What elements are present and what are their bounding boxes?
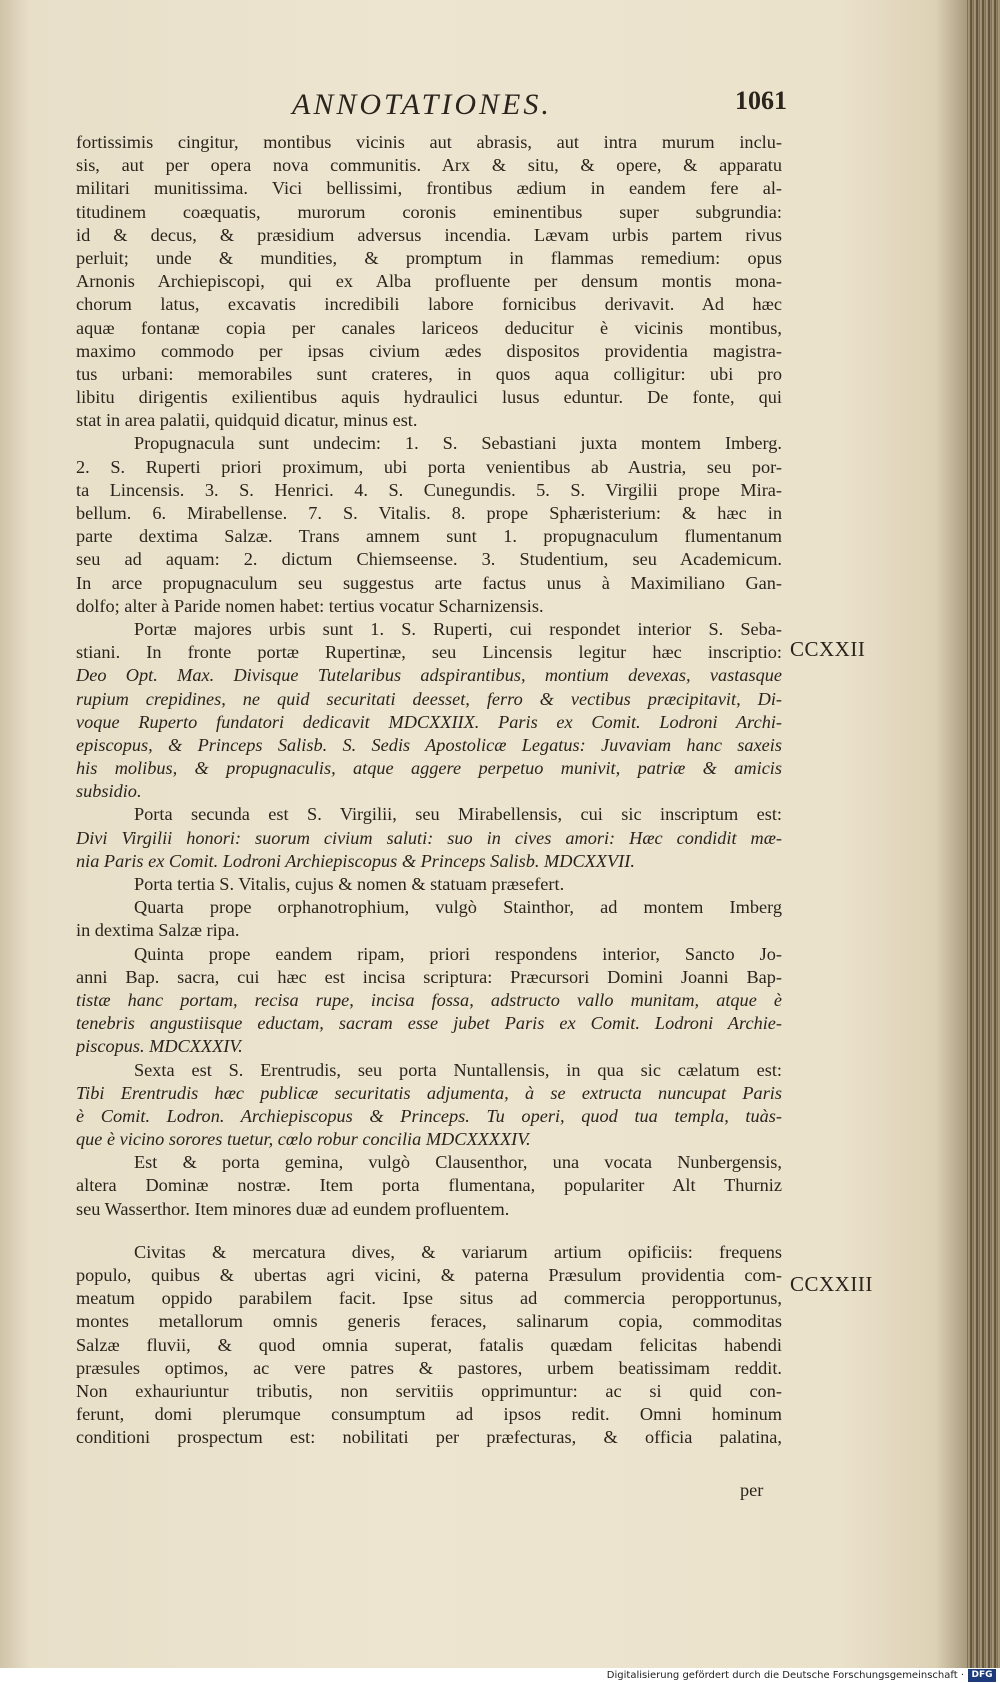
inscription-line: tistæ hanc portam, recisa rupe, incisa fossa, adstructo vallo munitam, atque è — [76, 989, 782, 1010]
text-line: ta Lincensis. 3. S. Henrici. 4. S. Cunegundis. 5. S. Virgilii prope Mira- — [76, 479, 782, 500]
margin-note-ccxxiii: CCXXIII — [790, 1272, 873, 1296]
text-line: anni Bap. sacra, cui hæc est incisa scriptura: Præcursori Domini Joanni Bap- — [76, 966, 782, 987]
inscription-line: nia Paris ex Comit. Lodroni Archiepiscopus & Princeps Salisb. MDCXXVII. — [76, 850, 635, 871]
text-line: perluit; unde & munditіes, & promptum in flammas remedium: opus — [76, 247, 782, 268]
text-line: chorum latus, excavatis incredibili labore fornicibus derivavit. Ad hæc — [76, 294, 782, 315]
body-text — [76, 131, 782, 1450]
text-line: 2. S. Ruperti priori proximum, ubi porta venientibus ab Austria, seu por- — [76, 456, 782, 477]
text-line: populo, quibus & ubertas agri vicini, & paterna Præsulum providentia com- — [76, 1265, 782, 1285]
text-line: Arnonis Archiepiscopi, qui ex Alba profluente per densum montis mona- — [76, 271, 782, 292]
text-line: stat in area palatii, quidquid dicatur, minus est. — [76, 410, 418, 431]
text-line: id & decus, & præsidium adversus incendia. Lævam urbis partem rivus — [76, 224, 782, 245]
inscription-line: rupium crepidines, ne quid securitati deesset, ferro & vectibus præcipitavit, Di- — [76, 688, 782, 709]
text-line: sis, aut per opera nova communitis. Arx & situ, & opere, & apparatu — [76, 155, 782, 176]
inscription-line: his molibus, & propugnaculis, atque aggere perpetuo munivit, patriæ & amicis — [76, 758, 782, 779]
footer-bar — [0, 1668, 1000, 1683]
catchword: per — [740, 1480, 764, 1500]
text-line: altera Dominæ nostræ. Item porta flumentana, populariter Alt Thurniz — [76, 1175, 782, 1196]
text-line: Porta tertia S. Vitalis, cujus & nomen & statuam præsefert. — [134, 874, 565, 894]
text-line: Propugnacula sunt undecim: 1. S. Sebastiani juxta montem Imberg. — [134, 433, 782, 454]
text-line: Quarta prope orphanotrophium, vulgò Stainthor, ad montem Imberg — [134, 897, 782, 918]
text-line: præsules optimos, ac vere patres & pastores, urbem beatissimam reddit. — [76, 1357, 782, 1378]
text-line: conditioni prospectum est: nobilitati per præfecturas, & officia palatina, — [76, 1427, 782, 1448]
inscription-line: voque Ruperto fundatori dedicavit MDCXXIIX. Paris ex Comit. Lodroni Archi- — [76, 711, 782, 732]
text-line: ferunt, domi plerumque consumptum ad ipsos redit. Omni hominum — [76, 1404, 782, 1425]
inscription-line: Deo Opt. Max. Divisque Tutelaribus adspirantibus, montium devexas, vastasque — [76, 665, 782, 686]
text-line: fortissimis cingitur, montibus vicinis aut abrasis, aut intra murum inclu- — [76, 132, 782, 152]
text-line: montes metallorum omnis generis feraces, salinarum copia, commoditas — [76, 1311, 782, 1332]
dfg-logo: DFG — [968, 1669, 996, 1682]
page-edge-stack — [967, 0, 1000, 1668]
inscription-line: episcopus, & Princeps Salisb. S. Sedis Apostolicæ Legatus: Juvaviam hanc saxeis — [76, 734, 782, 755]
text-line: Portæ majores urbis sunt 1. S. Ruperti, cui respondet interior S. Seba- — [134, 618, 782, 639]
text-line: stiani. In fronte portæ Rupertinæ, seu Lincensis legitur hæc inscriptio: — [76, 642, 782, 663]
inscription-line: subsidio. — [76, 781, 142, 802]
text-line: seu ad aquam: 2. dictum Chiemseense. 3. Studentium, seu Academicum. — [76, 549, 782, 570]
text-line: libitu dirigentis exilientibus aquis hydraulici lusus eduntur. De fonte, qui — [76, 387, 782, 408]
text-line: aquæ fontanæ copia per canales lariceos deducitur è vicinis montibus, — [76, 317, 782, 338]
text-line: Quinta prope eandem ripam, priori respondens interior, Sancto Jo- — [134, 943, 782, 964]
inscription-line: tenebris angustiisque eductam, sacram esse jubet Paris ex Comit. Lodroni Archie- — [76, 1013, 782, 1034]
page-number: 1061 — [735, 86, 787, 115]
margin-note-ccxxii: CCXXII — [790, 637, 866, 661]
text-line: Non exhauriuntur tributis, non servitiis opprimuntur: ac si quid con- — [76, 1380, 782, 1401]
running-head — [0, 88, 985, 128]
text-line: dolfo; alter à Paride nomen habet: tertius vocatur Scharnizensis. — [76, 595, 544, 616]
inscription-line: è Comit. Lodron. Archiepiscopus & Princeps. Tu operi, quod tua templa, tuàs- — [76, 1105, 782, 1126]
inscription-line: Tibi Erentrudis hæc publicæ securitatis adjumenta, à se extructa nuncupat Paris — [76, 1082, 782, 1103]
text-line: Salzæ fluvii, & quod omnia superat, fatalis quædam felicitas habendi — [76, 1334, 782, 1355]
text-line: titudinem coæquatis, murorum coronis eminentibus super subgrundia: — [76, 201, 782, 222]
text-line: In arce propugnaculum seu suggestus arte factus unus à Maximiliano Gan- — [76, 572, 782, 593]
text-line: parte dextima Salzæ. Trans amnem sunt 1. propugnaculum flumentanum — [76, 526, 782, 547]
running-head-title: ANNOTATIONES. — [292, 88, 552, 121]
inscription-line: que è vicino sorores tuetur, cœlo robur concilia MDCXXXXIV. — [76, 1129, 531, 1150]
footer-credit: Digitalisierung gefördert durch die Deutsche Forschungsgemeinschaft · — [606, 1670, 964, 1681]
text-line: in dextima Salzæ ripa. — [76, 920, 240, 941]
text-line: Est & porta gemina, vulgò Clausenthor, una vocata Nunbergensis, — [134, 1152, 782, 1173]
text-line: militari munitissima. Vici bellissimi, frontibus ædium in eandem fere al- — [76, 178, 782, 199]
text-line: Civitas & mercatura dives, & variarum artium opificiis: frequens — [134, 1241, 782, 1262]
text-line: maximo commodo per ipsas civium ædes dispositos providentia magistra- — [76, 340, 782, 361]
text-line: Porta secunda est S. Virgilii, seu Mirabellensis, cui sic inscriptum est: — [134, 804, 782, 825]
inscription-line: piscopus. MDCXXXIV. — [76, 1036, 243, 1057]
text-line: Sexta est S. Erentrudis, seu porta Nuntallensis, in qua sic cælatum est: — [134, 1059, 782, 1080]
text-line: tus urbani: memorabiles sunt crateres, in quos aqua colligitur: ubi pro — [76, 363, 782, 384]
text-line: meatum oppido parabilem facit. Ipse situs ad commercia peropportunus, — [76, 1288, 782, 1309]
inscription-line: Divi Virgilii honori: suorum civium saluti: suo in cives amori: Hæc condidit mæ- — [76, 827, 782, 848]
text-line: seu Wasserthor. Item minores duæ ad eundem profluentem. — [76, 1198, 510, 1219]
paragraph-gap — [76, 1221, 782, 1241]
text-line: bellum. 6. Mirabellense. 7. S. Vitalis. 8. prope Sphæristerium: & hæc in — [76, 503, 782, 523]
